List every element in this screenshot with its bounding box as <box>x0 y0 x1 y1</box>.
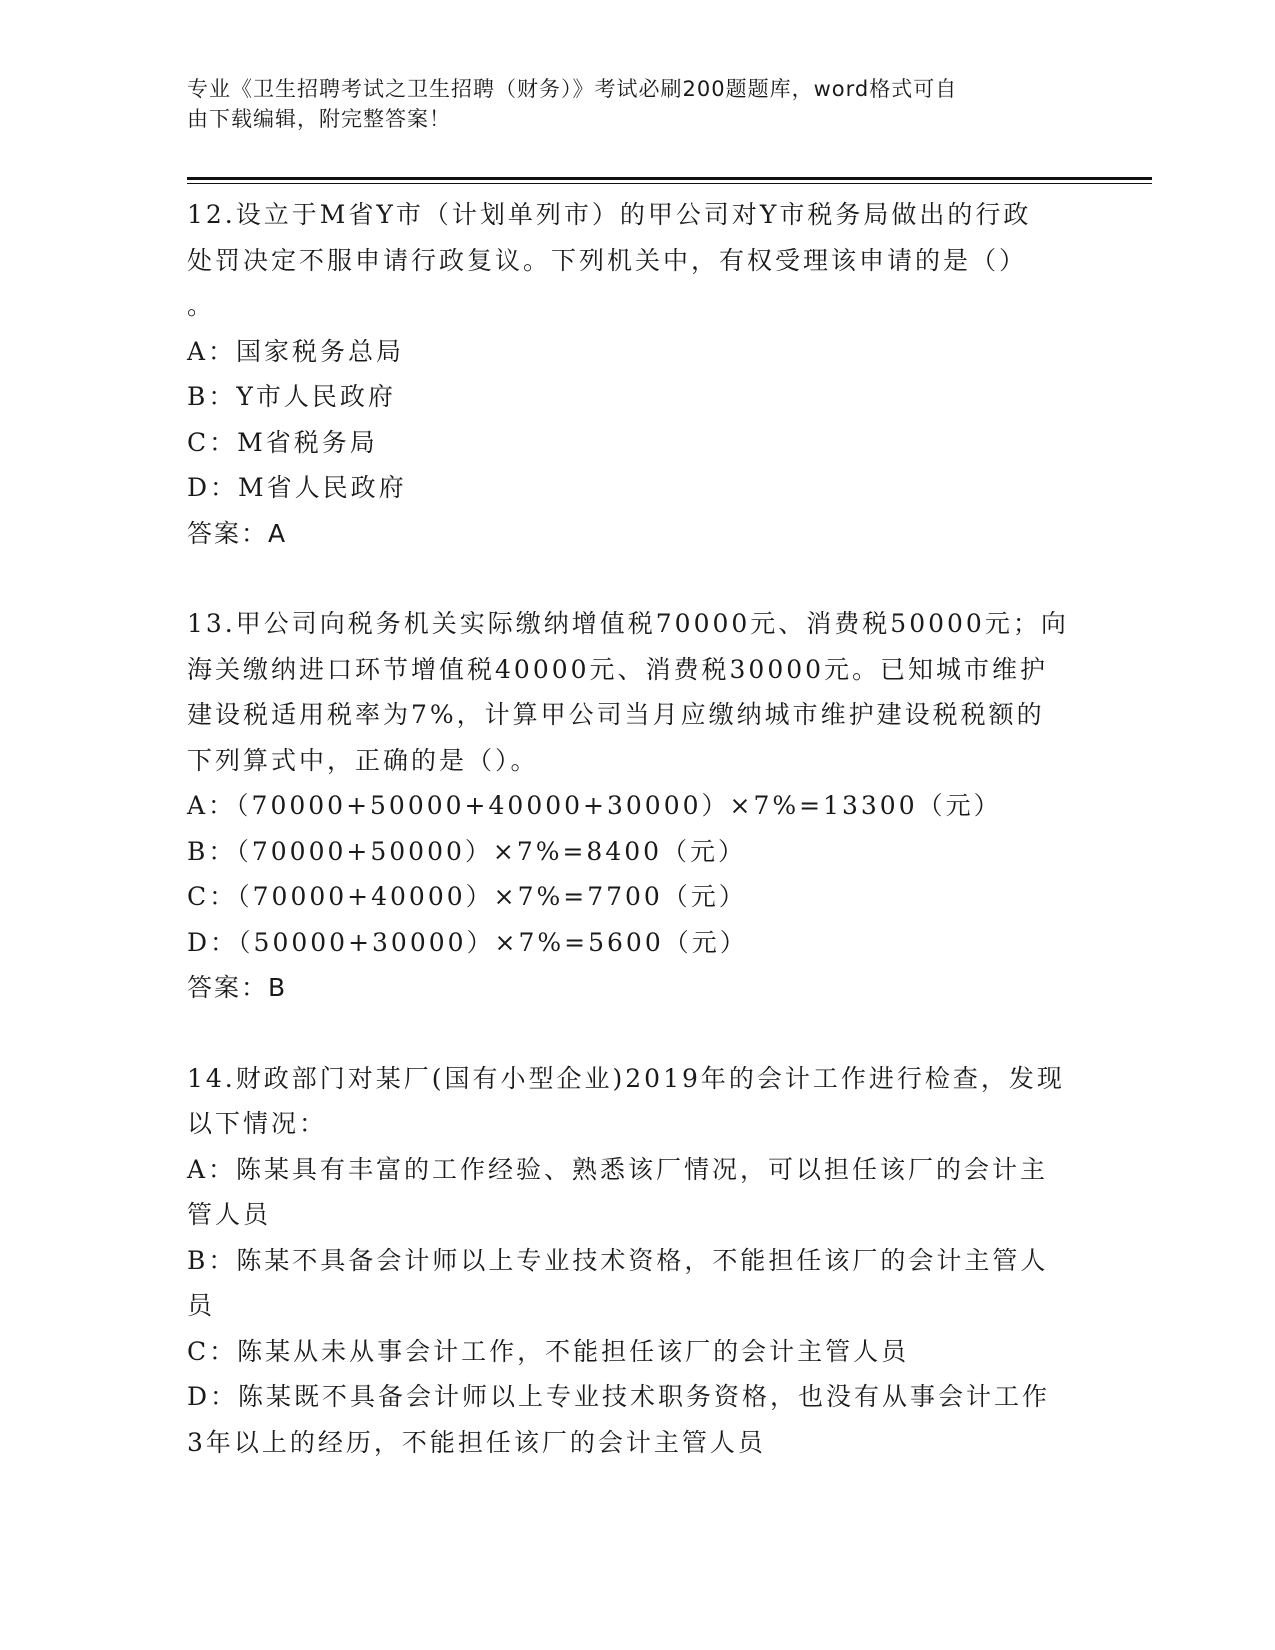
option-d: D：陈某既不具备会计师以上专业技术职务资格，也没有从事会计工作 <box>187 1382 1051 1411</box>
option-d: D：M省人民政府 <box>187 473 407 502</box>
option-b-continued: 员 <box>187 1291 216 1320</box>
header-divider-thin <box>187 183 1152 184</box>
question-list <box>187 192 1087 1465</box>
header-line-1: 专业《卫生招聘考试之卫生招聘（财务）》考试必刷200题题库，word格式可自 <box>187 77 958 101</box>
answer-label: 答案：B <box>187 973 288 1002</box>
option-b: B：（70000+50000）×7%=8400（元） <box>187 836 747 866</box>
question-stem-line: 处罚决定不服申请行政复议。下列机关中，有权受理该申请的是（） <box>187 245 1028 275</box>
option-a: A：陈某具有丰富的工作经验、熟悉该厂情况，可以担任该厂的会计主 <box>187 1154 1049 1184</box>
header-divider-thick <box>187 177 1152 180</box>
question-stem-line: 海关缴纳进口环节增值税40000元、消费税30000元。已知城市维护 <box>187 654 1049 684</box>
question-stem-line: 12.设立于M省Y市（计划单列市）的甲公司对Y市税务局做出的行政 <box>187 200 1032 229</box>
question-stem-line: 14.财政部门对某厂(国有小型企业)2019年的会计工作进行检查，发现 <box>187 1063 1065 1093</box>
question-13 <box>187 601 1087 1011</box>
option-c: C：陈某从未从事会计工作，不能担任该厂的会计主管人员 <box>187 1336 910 1366</box>
header-line-2: 由下载编辑，附完整答案！ <box>187 107 451 131</box>
question-spacer <box>187 556 1087 601</box>
option-c: C：M省税务局 <box>187 427 378 457</box>
option-d: D：（50000+30000）×7%=5600（元） <box>187 927 748 957</box>
answer-label: 答案：A <box>187 518 288 548</box>
question-12 <box>187 192 1087 556</box>
option-a: A：国家税务总局 <box>187 336 405 366</box>
option-b: B：Y市人民政府 <box>187 382 396 411</box>
question-14 <box>187 1056 1087 1466</box>
question-spacer <box>187 1011 1087 1056</box>
option-b: B：陈某不具备会计师以上专业技术资格，不能担任该厂的会计主管人 <box>187 1245 1049 1275</box>
option-a-continued: 管人员 <box>187 1200 272 1229</box>
question-stem-line: 。 <box>187 291 216 320</box>
question-stem-line: 13.甲公司向税务机关实际缴纳增值税70000元、消费税50000元；向 <box>187 609 1069 638</box>
option-a: A：（70000+50000+40000+30000）×7%=13300（元） <box>187 791 1002 820</box>
question-stem-line: 下列算式中，正确的是（）。 <box>187 745 539 775</box>
option-d-continued: 3年以上的经历，不能担任该厂的会计主管人员 <box>187 1427 766 1457</box>
question-stem-line: 建设税适用税率为7%，计算甲公司当月应缴纳城市维护建设税税额的 <box>187 700 1045 729</box>
document-header <box>187 74 1067 134</box>
question-stem-line: 以下情况： <box>187 1109 328 1138</box>
option-c: C：（70000+40000）×7%=7700（元） <box>187 882 747 911</box>
